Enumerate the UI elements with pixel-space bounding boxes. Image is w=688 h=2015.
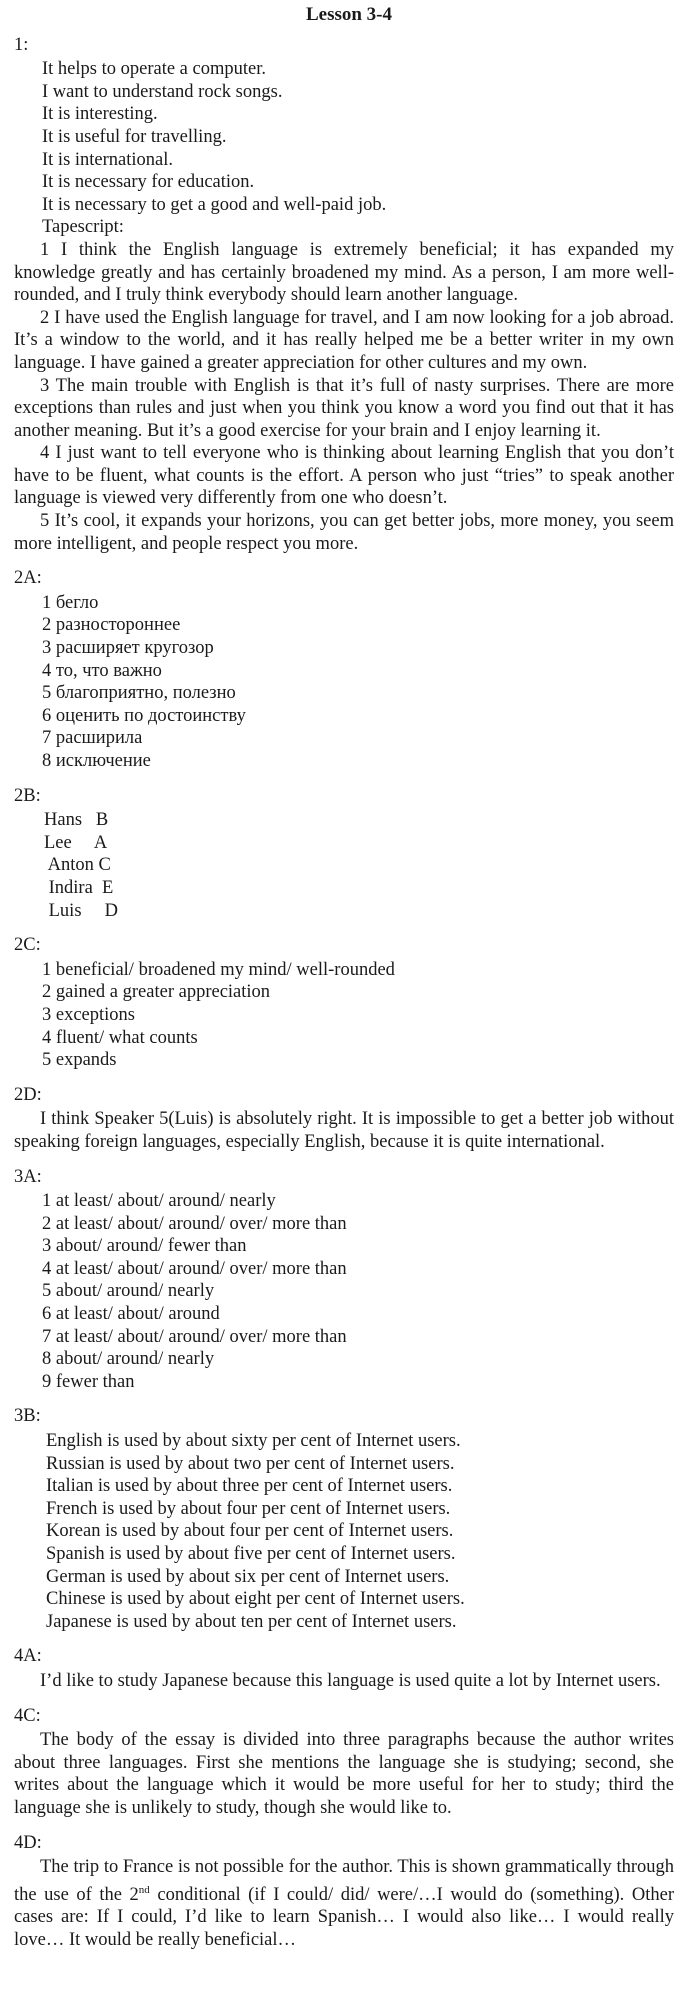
list-item: I want to understand rock songs. <box>42 81 283 102</box>
list-item: 4 at least/ about/ around/ over/ more than <box>42 1258 347 1279</box>
section-label: 4D: <box>14 1832 42 1853</box>
list-item: Japanese is used by about ten per cent of Internet users. <box>46 1611 457 1632</box>
answer-paragraph <box>14 1856 674 1952</box>
section-4d <box>14 1832 674 1952</box>
list-item: 2 gained a greater appreciation <box>42 982 271 1003</box>
list-item: French is used by about four per cent of Internet users. <box>46 1498 451 1519</box>
section-label: 2C: <box>14 935 41 956</box>
section-label: 2D: <box>14 1084 42 1105</box>
list-item: English is used by about sixty per cent of Internet users. <box>46 1431 461 1452</box>
tapescript-paragraph: 4 I just want to tell everyone who is thinking about learning English that you don’t have to be fluent, what counts is the effort. A person who just “tries” to speak another language is viewed very differently from one who doesn’t. <box>14 443 674 509</box>
section-label: 3B: <box>14 1406 41 1427</box>
list-item: German is used by about six per cent of Internet users. <box>46 1566 450 1587</box>
list-item: 1 бегло <box>42 592 99 613</box>
section-label: 4C: <box>14 1705 41 1726</box>
list-item: Korean is used by about four per cent of Internet users. <box>46 1521 454 1542</box>
list-item: It is necessary to get a good and well-paid job. <box>42 194 387 215</box>
list-item: Anton C <box>44 855 111 876</box>
section-label: 2B: <box>14 785 41 806</box>
lesson-title: Lesson 3-4 <box>305 4 393 25</box>
list-item: Spanish is used by about five per cent of Internet users. <box>46 1544 456 1564</box>
tapescript-paragraph: 3 The main trouble with English is that it’s full of nasty surprises. There are more exceptions than rules and just when you think you know a word you find out that it has another meaning. But it’s a good exercise for your brain and I enjoy learning it. <box>14 375 674 441</box>
list-item: Indira E <box>44 877 114 898</box>
section-label: 2A: <box>14 568 42 589</box>
list-item: 7 at least/ about/ around/ over/ more than <box>42 1326 347 1347</box>
list-item: 5 about/ around/ nearly <box>42 1281 215 1302</box>
tapescript-label: Tapescript: <box>42 217 124 238</box>
tapescript-paragraph: 2 I have used the English language for travel, and I am now looking for a job abroad. It’s a window to the world, and it has really helped me be a better writer in my own language. I have gained a greater appreciation for other cultures and my own. <box>14 307 674 373</box>
quantifier-list <box>42 1190 674 1393</box>
list-item: 3 about/ around/ fewer than <box>42 1236 247 1257</box>
section-label: 1: <box>14 34 29 55</box>
section-4a <box>14 1645 674 1692</box>
list-item: Lee A <box>44 832 108 853</box>
tapescript-paragraph: 1 I think the English language is extremely beneficial; it has expanded my knowledge greatly and has certainly broadened my mind. As a person, I am more well-rounded, and I truly think everybody should learn another language. <box>14 239 674 306</box>
list-item: Russian is used by about two per cent of Internet users. <box>46 1453 455 1474</box>
section-1 <box>14 34 674 556</box>
section-3b <box>14 1405 674 1633</box>
list-item: 5 expands <box>42 1050 117 1071</box>
list-item: Hans B <box>44 810 109 831</box>
list-item: Chinese is used by about eight per cent of Internet users. <box>46 1589 465 1610</box>
list-item: It is useful for travelling. <box>42 126 227 147</box>
tapescript-paragraph: 5 It’s cool, it expands your horizons, you can get better jobs, more money, you seem more intelligent, and people respect you more. <box>14 511 674 554</box>
answer-paragraph: I’d like to study Japanese because this language is used quite a lot by Internet users. <box>40 1670 661 1691</box>
reasons-list <box>42 58 674 239</box>
list-item: 5 благоприятно, полезно <box>42 683 236 704</box>
paragraph-text: conditional (if I could/ did/ were/…I would do (something). Other cases are: If I could, I’d like to learn Spanish… I would also like… I would really love… It would be really beneficial… <box>14 1884 674 1951</box>
usage-list <box>14 1430 674 1633</box>
list-item: 2 разностороннее <box>42 615 181 636</box>
ordinal-superscript: nd <box>138 1883 150 1896</box>
list-item: 4 fluent/ what counts <box>42 1027 198 1048</box>
paragraph-text: The trip to France is not possible for the author. This is shown grammatically through the use of the 2 <box>14 1857 674 1905</box>
answer-paragraph: The body of the essay is divided into three paragraphs because the author writes about three languages. First she mentions the language she is studying; second, she writes about the language which it would be more useful for her to study; third the language she is unlikely to study, though she would like to. <box>14 1730 674 1818</box>
section-label: 3A: <box>14 1166 42 1187</box>
matching-list <box>14 809 674 922</box>
phrases-list <box>42 959 674 1072</box>
answer-paragraph: I think Speaker 5(Luis) is absolutely right. It is impossible to get a better job without speaking foreign languages, especially English, because it is quite international. <box>14 1109 674 1152</box>
list-item: 3 exceptions <box>42 1004 135 1025</box>
section-label: 4A: <box>14 1646 42 1667</box>
section-4c <box>14 1705 674 1820</box>
section-2a <box>14 567 674 772</box>
document-page <box>14 0 674 1964</box>
translation-list <box>42 592 674 773</box>
list-item: 4 то, что важно <box>42 660 162 681</box>
list-item: 3 расширяет кругозор <box>42 638 214 659</box>
list-item: 9 fewer than <box>42 1371 135 1392</box>
list-item: 7 расширила <box>42 728 143 749</box>
list-item: 2 at least/ about/ around/ over/ more than <box>42 1213 347 1234</box>
list-item: Italian is used by about three per cent of Internet users. <box>46 1476 453 1497</box>
list-item: 1 beneficial/ broadened my mind/ well-rounded <box>42 959 395 980</box>
list-item: Luis D <box>44 900 118 921</box>
section-2b <box>14 785 674 923</box>
section-2d <box>14 1084 674 1154</box>
list-item: It is interesting. <box>42 104 158 125</box>
list-item: 1 at least/ about/ around/ nearly <box>42 1191 276 1212</box>
list-item: 6 оценить по достоинству <box>42 705 246 726</box>
list-item: 6 at least/ about/ around <box>42 1304 220 1325</box>
list-item: 8 about/ around/ nearly <box>42 1349 215 1370</box>
section-3a <box>14 1166 674 1394</box>
section-2c <box>14 934 674 1072</box>
list-item: 8 исключение <box>42 751 151 771</box>
list-item: It helps to operate a computer. <box>42 59 266 80</box>
list-item: It is international. <box>42 149 174 170</box>
list-item: It is necessary for education. <box>42 172 255 193</box>
